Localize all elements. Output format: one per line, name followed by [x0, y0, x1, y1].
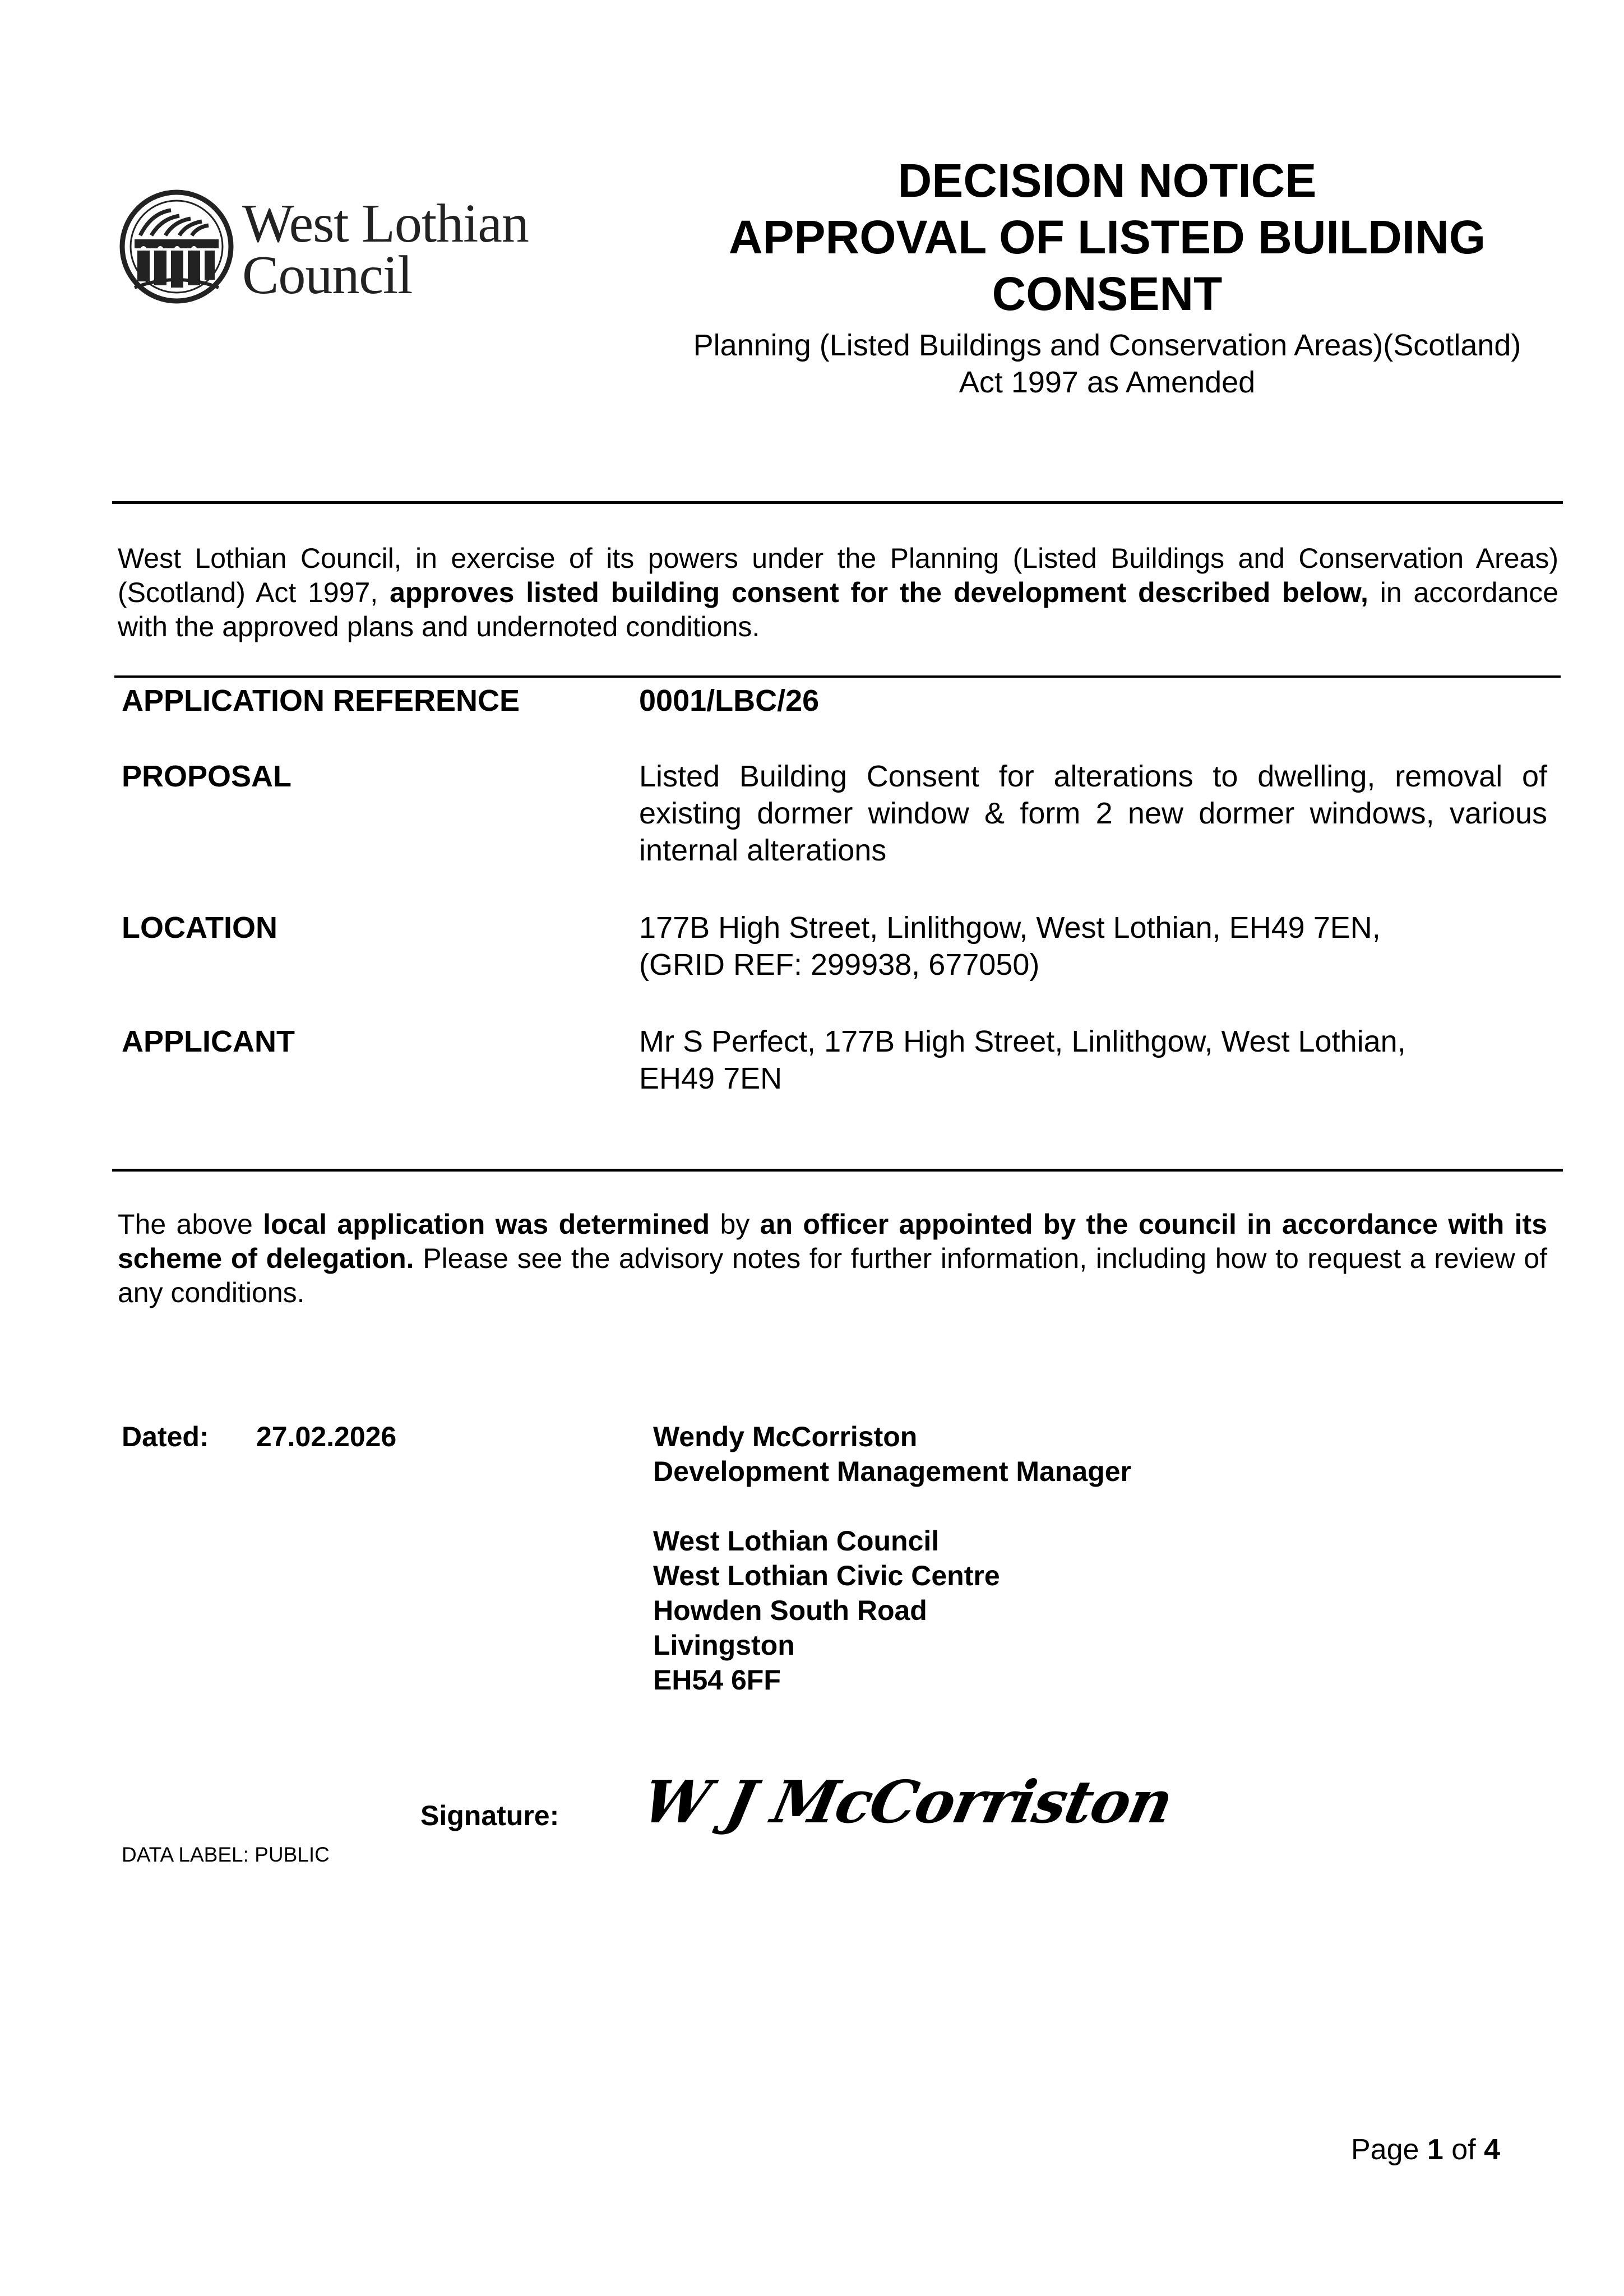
- divider-details: [114, 675, 1561, 678]
- determination-text-1: The above: [118, 1209, 263, 1240]
- divider-bottom: [112, 1169, 1563, 1172]
- officer-spacer: [653, 1489, 1131, 1524]
- location-line-1: 177B High Street, Linlithgow, West Lothian, EH49 7EN,: [639, 911, 1381, 945]
- determination-text-3: Please see the advisory notes for further information, including how to request a review of any conditions.: [118, 1243, 1547, 1308]
- intro-text-bold: approves listed building consent for the development described below,: [390, 577, 1368, 608]
- determination-text-2: by: [710, 1209, 760, 1240]
- act-subtitle-line-1: Planning (Listed Buildings and Conservation Areas)(Scotland): [693, 328, 1521, 362]
- officer-name: Wendy McCorriston: [653, 1421, 918, 1452]
- logo-wordmark: [242, 193, 529, 305]
- notice-title-line-3: CONSENT: [992, 267, 1223, 320]
- officer-block: [653, 1419, 1131, 1697]
- notice-title-block: [645, 152, 1570, 401]
- page-number: [1351, 2132, 1500, 2168]
- address-line-5: EH54 6FF: [653, 1664, 781, 1696]
- officer-title: Development Management Manager: [653, 1456, 1131, 1487]
- page-current: 1: [1427, 2133, 1443, 2166]
- page-total: 4: [1484, 2133, 1500, 2166]
- applicant-value: [639, 1023, 1547, 1097]
- determination-paragraph: [118, 1207, 1547, 1310]
- council-logo: [118, 188, 561, 311]
- act-subtitle-line-2: Act 1997 as Amended: [959, 365, 1256, 399]
- address-line-3: Howden South Road: [653, 1595, 927, 1626]
- location-line-2: (GRID REF: 299938, 677050): [639, 948, 1040, 982]
- data-classification-label: DATA LABEL: PUBLIC: [122, 1843, 330, 1866]
- act-subtitle: [645, 327, 1570, 401]
- applicant-line-2: EH49 7EN: [639, 1062, 783, 1095]
- logo-line-2: Council: [242, 245, 413, 305]
- intro-paragraph: [118, 541, 1558, 644]
- address-line-1: West Lothian Council: [653, 1525, 940, 1557]
- notice-title-line-2: APPROVAL OF LISTED BUILDING: [728, 211, 1486, 263]
- proposal-label: PROPOSAL: [122, 760, 292, 793]
- applicant-line-1: Mr S Perfect, 177B High Street, Linlithgow, West Lothian,: [639, 1025, 1406, 1058]
- dated-row: [122, 1419, 396, 1454]
- location-label: LOCATION: [122, 911, 277, 945]
- notice-title-line-1: DECISION NOTICE: [897, 154, 1317, 207]
- signature-label: Signature:: [420, 1800, 559, 1831]
- dated-label: Dated:: [122, 1421, 209, 1452]
- reference-label: APPLICATION REFERENCE: [122, 684, 520, 718]
- determination-bold-2: an officer appointed by the council in accordance with its scheme of delegation.: [118, 1209, 1548, 1274]
- intro-text-start: West Lothian Council, in exercise of its powers under the Planning (Listed Buildings and Conservation Areas)(Scotland) Act 1997,: [118, 543, 1558, 608]
- reference-value: 0001/LBC/26: [639, 684, 820, 718]
- dated-value: 27.02.2026: [256, 1421, 397, 1452]
- page-word: Page: [1351, 2133, 1427, 2166]
- logo-line-1: West Lothian: [242, 193, 529, 254]
- handwritten-signature: W J McCorriston: [636, 1767, 1178, 1836]
- divider-top: [112, 501, 1563, 504]
- intro-text-end: in accordance with the approved plans and undernoted conditions.: [118, 577, 1558, 642]
- page-of: of: [1443, 2133, 1484, 2166]
- address-line-4: Livingston: [653, 1630, 795, 1661]
- address-line-2: West Lothian Civic Centre: [653, 1560, 1000, 1591]
- applicant-label: APPLICANT: [122, 1025, 295, 1058]
- determination-bold-1: local application was determined: [263, 1209, 710, 1240]
- location-value: [639, 909, 1547, 983]
- proposal-value: Listed Building Consent for alterations to dwelling, removal of existing dormer window & form 2 new dormer windows, various internal alterations: [639, 760, 1547, 867]
- viaduct-emblem-icon: [118, 188, 235, 305]
